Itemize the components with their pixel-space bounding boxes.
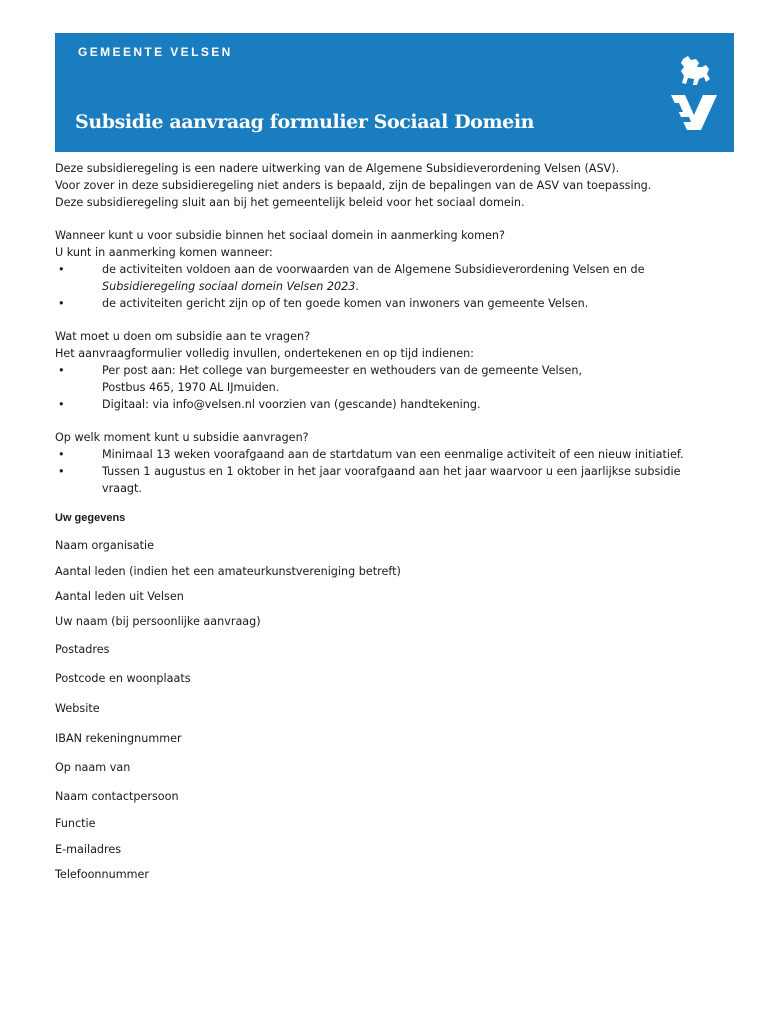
when-apply-question: Op welk moment kunt u subsidie aanvragen? — [55, 431, 309, 444]
list-item-text: Tussen 1 augustus en 1 oktober in het jaar voorafgaand aan het jaar waarvoor u een jaarlijkse subsidie — [102, 465, 681, 478]
velsen-logo-icon — [669, 55, 719, 131]
list-item-text: Postbus 465, 1970 AL IJmuiden. — [102, 381, 280, 394]
list-item-text: vraagt. — [102, 482, 142, 495]
bullet-icon: • — [58, 364, 65, 377]
how-apply-lead: Het aanvraagformulier volledig invullen, ondertekenen en op tijd indienen: — [55, 347, 474, 360]
punctuation: . — [355, 280, 359, 293]
field-label: Postcode en woonplaats — [55, 672, 191, 685]
field-label: Aantal leden uit Velsen — [55, 590, 184, 603]
regulation-name: Subsidieregeling sociaal domein Velsen 2023 — [102, 280, 356, 293]
list-item-text — [102, 278, 735, 295]
field-label: Naam organisatie — [55, 539, 154, 552]
list-item — [55, 362, 735, 396]
section-title: Uw gegevens — [55, 512, 126, 524]
intro-content — [55, 160, 735, 497]
field-label: Postadres — [55, 643, 110, 656]
page-title: Subsidie aanvraag formulier Sociaal Domein — [75, 111, 535, 133]
list-item — [55, 396, 735, 413]
eligibility-lead: U kunt in aanmerking komen wanneer: — [55, 246, 273, 259]
intro-line: Deze subsidieregeling sluit aan bij het gemeentelijk beleid voor het sociaal domein. — [55, 196, 525, 209]
how-apply-question: Wat moet u doen om subsidie aan te vragen? — [55, 330, 311, 343]
bullet-icon: • — [58, 398, 65, 411]
list-item-text: Digitaal: via info@velsen.nl voorzien van (gescande) handtekening. — [102, 398, 481, 411]
field-label: Functie — [55, 817, 96, 830]
field-label: Aantal leden (indien het een amateurkunstvereniging betreft) — [55, 565, 401, 578]
list-item — [55, 295, 735, 312]
field-label: Op naam van — [55, 761, 131, 774]
field-label: Uw naam (bij persoonlijke aanvraag) — [55, 615, 261, 628]
intro-line: Deze subsidieregeling is een nadere uitwerking van de Algemene Subsidieverordening Velsen (ASV). — [55, 162, 620, 175]
list-item-text: de activiteiten gericht zijn op of ten goede komen van inwoners van gemeente Velsen. — [102, 297, 589, 310]
list-item-text: Minimaal 13 weken voorafgaand aan de startdatum van een eenmalige activiteit of een nieuw initiatief. — [102, 448, 684, 461]
bullet-icon: • — [58, 263, 65, 276]
bullet-icon: • — [58, 465, 65, 478]
list-item — [55, 446, 735, 463]
field-label: E-mailadres — [55, 843, 122, 856]
header-banner — [55, 33, 734, 152]
eligibility-question: Wanneer kunt u voor subsidie binnen het sociaal domein in aanmerking komen? — [55, 229, 505, 242]
list-item-text: Per post aan: Het college van burgemeester en wethouders van de gemeente Velsen, — [102, 364, 583, 377]
list-item-text: de activiteiten voldoen aan de voorwaarden van de Algemene Subsidieverordening Velsen en de — [102, 263, 645, 276]
field-label: IBAN rekeningnummer — [55, 732, 182, 745]
bullet-icon: • — [58, 297, 65, 310]
list-item — [55, 261, 735, 295]
field-label: Telefoonnummer — [55, 868, 149, 881]
bullet-icon: • — [58, 448, 65, 461]
field-label: Website — [55, 702, 100, 715]
field-label: Naam contactpersoon — [55, 790, 179, 803]
list-item — [55, 463, 735, 497]
intro-line: Voor zover in deze subsidieregeling niet anders is bepaald, zijn de bepalingen van de ASV van toepassing. — [55, 179, 652, 192]
organization-name: GEMEENTE VELSEN — [78, 45, 233, 59]
